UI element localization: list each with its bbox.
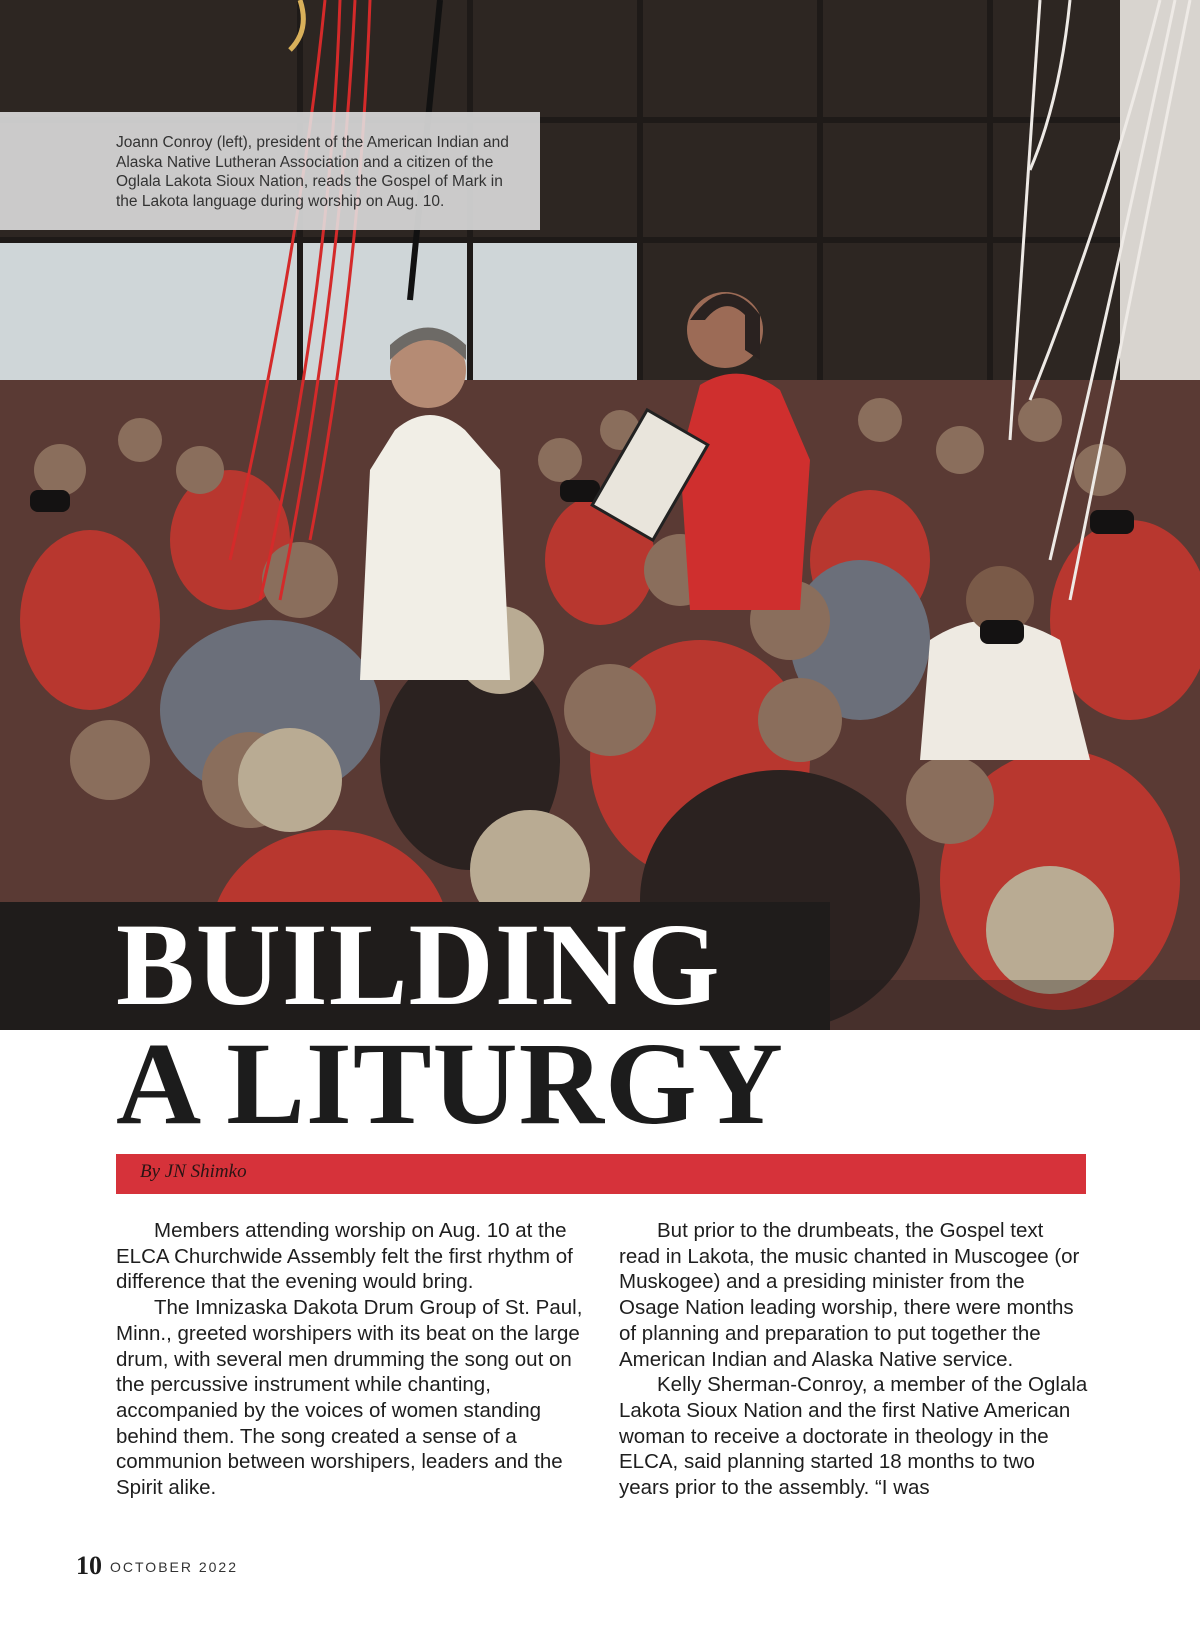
article-column-2 (619, 1218, 1089, 1501)
paragraph: But prior to the drumbeats, the Gospel text read in Lakota, the music chanted in Muscogee (or Muskogee) and a presiding minister from the Osage Nation leading worship, there were months of planning and preparation to put together the American Indian and Alaska Native service. (619, 1219, 1080, 1371)
byline-bar (116, 1154, 1086, 1194)
issue-date: OCTOBER 2022 (110, 1559, 239, 1575)
article-column-1 (116, 1218, 586, 1501)
paragraph: Members attending worship on Aug. 10 at the ELCA Churchwide Assembly felt the first rhythm of difference that the evening would bring. (116, 1219, 573, 1294)
page-number: 10 (76, 1551, 102, 1580)
headline-line2: A LITURGY (116, 1018, 784, 1149)
photo-caption: Joann Conroy (left), president of the American Indian and Alaska Native Lutheran Association and a citizen of the Oglala Lakota Sioux Nation, reads the Gospel of Mark in the Lakota language during worship on Aug. 10. (116, 134, 509, 210)
byline: By JN Shimko (140, 1161, 247, 1182)
paragraph: The Imnizaska Dakota Drum Group of St. Paul, Minn., greeted worshipers with its beat on the large drum, with several men drumming the song out on the percussive instrument while chanting, accompanied by the voices of women standing behind them. The song created a sense of a communion between worshipers, leaders and the Spirit alike. (116, 1296, 583, 1500)
paragraph: Kelly Sherman-Conroy, a member of the Oglala Lakota Sioux Nation and the first Native American woman to receive a doctorate in theology in the ELCA, said planning started 18 months to two years prior to the assembly. “I was (619, 1373, 1088, 1500)
headline-line1: BUILDING (116, 899, 721, 1030)
